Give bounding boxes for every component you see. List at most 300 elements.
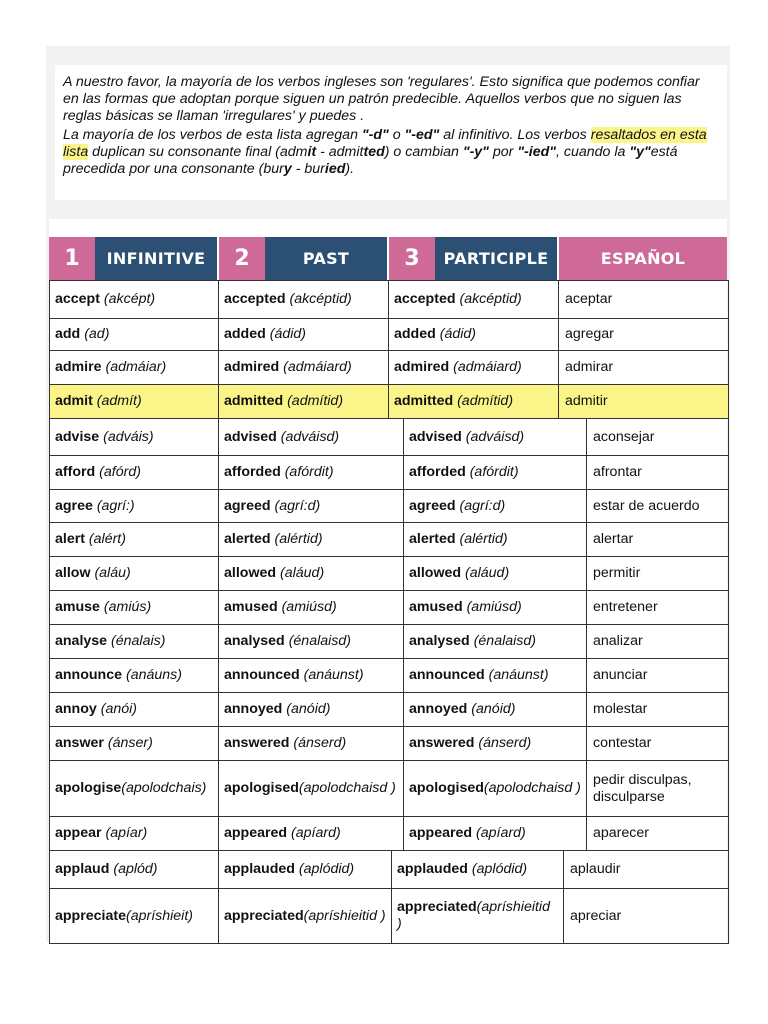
pronunciation: (aláud) [280, 565, 325, 581]
intro-text: ) o cambian [384, 144, 463, 160]
cell-participle [403, 490, 586, 522]
header-label-past: PAST [265, 237, 387, 280]
intro-text: - bur [291, 161, 325, 177]
verb-form: appreciate [55, 907, 126, 924]
pronunciation: (amiúsd) [466, 599, 522, 615]
pronunciation: (amiúsd) [281, 599, 337, 615]
cell-infinitive [50, 419, 218, 455]
verb-form: annoyed [409, 701, 468, 717]
verb-form: appeared [224, 825, 288, 841]
cell-infinitive-text [55, 701, 137, 718]
pronunciation: (adváisd) [465, 428, 525, 445]
pronunciation: (admítid) [287, 393, 344, 409]
cell-past [218, 456, 403, 489]
cell-infinitive [50, 557, 218, 590]
cell-espanol [586, 490, 728, 522]
cell-infinitive-text [55, 326, 109, 343]
pronunciation: (admáiard) [453, 359, 522, 375]
cell-infinitive-text [55, 565, 131, 582]
pronunciation: (akcépt) [103, 291, 156, 307]
pronunciation: (anáuns) [125, 667, 182, 683]
cell-espanol-text: pedir disculpas, disculparse [593, 771, 692, 805]
cell-participle [403, 761, 586, 816]
header-number-1: 1 [49, 237, 95, 280]
cell-past-text [224, 599, 337, 616]
table-row [49, 693, 729, 727]
cell-espanol [558, 318, 728, 350]
pronunciation: (anóid) [286, 701, 331, 717]
cell-participle-text [397, 861, 527, 878]
cell-past [218, 851, 391, 888]
cell-past-text [224, 667, 364, 684]
cell-past [218, 318, 388, 350]
cell-espanol-text: aparecer [593, 825, 649, 841]
verb-form: answered [409, 735, 475, 751]
verb-form: announce [55, 667, 123, 683]
cell-espanol [586, 419, 728, 455]
verb-form: announced [224, 667, 300, 683]
cell-participle [403, 693, 586, 726]
cell-past [218, 385, 388, 418]
table-row [49, 280, 729, 319]
header-infinitive [49, 237, 217, 280]
cell-infinitive [50, 727, 218, 760]
verb-form: advised [409, 428, 462, 445]
cell-infinitive [50, 817, 218, 850]
cell-infinitive [50, 591, 218, 624]
intro-text: al infinitivo. Los verbos [439, 127, 591, 143]
verb-form: applauded [224, 861, 295, 877]
intro-bold: ied [324, 161, 346, 177]
cell-participle [388, 318, 558, 350]
cell-past-text [224, 291, 352, 308]
verb-form: add [55, 325, 81, 342]
pronunciation: (admáiard) [283, 359, 352, 375]
cell-past [218, 490, 403, 522]
verb-form: annoy [55, 701, 97, 717]
pronunciation: (ádid) [269, 325, 307, 342]
verb-form: appear [55, 825, 102, 841]
intro-highlight: resaltados en esta lista [63, 127, 707, 160]
cell-espanol [586, 625, 728, 658]
cell-participle-text [397, 899, 558, 933]
verb-form: agree [55, 497, 93, 514]
verb-form: afford [55, 464, 96, 480]
cell-espanol [563, 851, 728, 888]
cell-espanol-text: estar de acuerdo [593, 497, 700, 514]
cell-infinitive-text [55, 393, 142, 410]
pronunciation: (apíard) [476, 825, 526, 841]
verb-form: analysed [409, 633, 470, 649]
cell-past [218, 351, 388, 384]
verb-form: agreed [409, 497, 456, 514]
cell-infinitive [50, 625, 218, 658]
pronunciation: (afórdit) [284, 464, 334, 480]
verb-form: accept [55, 291, 100, 307]
cell-participle-text [409, 599, 522, 616]
cell-infinitive [50, 659, 218, 692]
cell-espanol [586, 456, 728, 489]
cell-past [218, 727, 403, 760]
cell-espanol-text: agregar [565, 325, 614, 342]
cell-participle-text [409, 565, 509, 582]
pronunciation: (anói) [100, 701, 138, 717]
intro-bold: "-y" [462, 144, 489, 160]
cell-espanol-text: analizar [593, 633, 643, 649]
cell-past-text [224, 735, 346, 752]
cell-past-text [224, 498, 320, 515]
cell-participle-text [409, 701, 515, 718]
cell-infinitive [50, 761, 218, 816]
cell-infinitive [50, 889, 218, 943]
table-row [49, 523, 729, 557]
intro-bold: ted [363, 144, 385, 160]
cell-past [218, 523, 403, 556]
cell-participle [403, 523, 586, 556]
verb-form: admired [224, 359, 280, 375]
cell-participle-text [409, 667, 549, 684]
header-past [219, 237, 387, 280]
cell-past [218, 889, 391, 943]
header-espanol: ESPAÑOL [559, 237, 727, 280]
cell-infinitive [50, 851, 218, 888]
cell-espanol-text: apreciar [570, 907, 622, 924]
table-row [49, 591, 729, 625]
verb-form: apologised [224, 780, 299, 796]
table-row [49, 351, 729, 385]
table-row [49, 889, 729, 944]
intro-text: o [388, 127, 405, 143]
cell-infinitive-text [55, 291, 155, 308]
cell-espanol-text: aceptar [565, 291, 613, 307]
pronunciation: (apríshieit) [125, 907, 194, 924]
intro-text: duplican su consonante final (adm [88, 144, 308, 160]
cell-participle-text [409, 429, 524, 446]
pronunciation: (afórd) [99, 464, 141, 480]
cell-espanol [586, 591, 728, 624]
cell-infinitive-text [55, 780, 206, 797]
cell-past-text [224, 861, 354, 878]
cell-past [218, 591, 403, 624]
cell-past-text [224, 825, 341, 842]
cell-past-text [224, 633, 351, 650]
cell-past-text [224, 780, 396, 797]
cell-espanol-text: admirar [565, 359, 614, 375]
cell-infinitive [50, 523, 218, 556]
cell-infinitive-text [55, 429, 154, 446]
pronunciation: (adváis) [103, 428, 154, 445]
cell-past [218, 557, 403, 590]
table-row [49, 625, 729, 659]
verb-form: accepted [224, 291, 286, 307]
cell-past-text [224, 326, 306, 343]
verb-form: afforded [409, 464, 466, 480]
cell-infinitive [50, 456, 218, 489]
cell-espanol-text: aplaudir [570, 861, 621, 877]
table-row [49, 385, 729, 419]
table-row [49, 727, 729, 761]
header-number-2: 2 [219, 237, 265, 280]
pronunciation: (akcéptid) [289, 291, 352, 307]
table-row [49, 456, 729, 490]
cell-participle [388, 281, 558, 318]
cell-espanol-text: aconsejar [593, 428, 655, 445]
cell-espanol [586, 727, 728, 760]
table-row [49, 851, 729, 889]
verb-form: advise [55, 428, 100, 445]
pronunciation: (afórdit) [469, 464, 519, 480]
cell-espanol [558, 281, 728, 318]
cell-participle [391, 851, 563, 888]
cell-infinitive-text [55, 633, 165, 650]
pronunciation: (admítid) [457, 393, 514, 409]
cell-infinitive [50, 351, 218, 384]
cell-participle-text [409, 780, 581, 797]
cell-past [218, 693, 403, 726]
intro-text: - admit [316, 144, 364, 160]
header-participle [389, 237, 557, 280]
cell-infinitive [50, 490, 218, 522]
cell-infinitive [50, 385, 218, 418]
verb-form: alerted [224, 531, 271, 547]
cell-espanol [558, 351, 728, 384]
cell-espanol [586, 817, 728, 850]
cell-participle-text [409, 633, 536, 650]
verb-form: appeared [409, 825, 473, 841]
header-label-participle: PARTICIPLE [435, 237, 557, 280]
pronunciation: (énalaisd) [288, 633, 351, 649]
cell-espanol-text: admitir [565, 393, 608, 409]
pronunciation: (apríshieitid ) [397, 899, 550, 932]
pronunciation: (aplód) [113, 861, 158, 877]
verb-form: allow [55, 565, 91, 581]
verb-form: amused [224, 599, 278, 615]
cell-espanol-text: molestar [593, 701, 648, 717]
pronunciation: (alértid) [459, 531, 508, 547]
cell-espanol-text: permitir [593, 565, 641, 581]
pronunciation: (énalaisd) [473, 633, 536, 649]
cell-espanol [563, 889, 728, 943]
pronunciation: (apolodchaisd ) [298, 780, 396, 796]
verb-form: admitted [224, 393, 284, 409]
intro-bold: "-d" [361, 127, 389, 143]
table-row [49, 659, 729, 693]
pronunciation: (aplódid) [298, 861, 355, 877]
cell-participle [403, 557, 586, 590]
verb-form: annoyed [224, 701, 283, 717]
verb-form: apologised [409, 780, 484, 796]
cell-past [218, 761, 403, 816]
pronunciation: (agrí:) [96, 497, 135, 514]
intro-bold: "-ied" [517, 144, 556, 160]
cell-participle-text [409, 498, 505, 515]
cell-infinitive-text [55, 908, 193, 925]
cell-infinitive-text [55, 599, 151, 616]
intro-bold: y [283, 161, 292, 177]
verb-form: amused [409, 599, 463, 615]
verb-form: allowed [409, 565, 462, 581]
cell-infinitive-text [55, 498, 135, 515]
cell-espanol-text: anunciar [593, 667, 648, 683]
verb-form: alerted [409, 531, 456, 547]
verb-form: applauded [397, 861, 468, 877]
cell-infinitive-text [55, 531, 126, 548]
pronunciation: (amiús) [103, 599, 152, 615]
pronunciation: (agrí:d) [459, 497, 506, 514]
cell-past [218, 817, 403, 850]
table-row [49, 817, 729, 851]
intro-paragraph-2 [63, 127, 719, 178]
cell-espanol [586, 557, 728, 590]
cell-participle-text [394, 359, 522, 376]
cell-infinitive [50, 693, 218, 726]
cell-participle [403, 625, 586, 658]
cell-participle-text [409, 464, 519, 481]
table-row [49, 419, 729, 456]
cell-past [218, 419, 403, 455]
pronunciation: (alért) [88, 531, 126, 547]
cell-infinitive-text [55, 359, 166, 376]
cell-infinitive-text [55, 464, 141, 481]
pronunciation: (apíard) [291, 825, 341, 841]
pronunciation: (apolodchaisd ) [483, 780, 581, 796]
intro-box [55, 65, 727, 200]
cell-participle [403, 456, 586, 489]
cell-participle-text [394, 393, 513, 410]
cell-espanol-text: afrontar [593, 464, 642, 480]
cell-past-text [224, 429, 339, 446]
cell-participle-text [394, 326, 476, 343]
pronunciation: (apolodchais) [121, 780, 207, 796]
cell-past [218, 625, 403, 658]
cell-espanol [586, 523, 728, 556]
cell-espanol-text: contestar [593, 735, 652, 751]
cell-participle-text [409, 531, 508, 548]
pronunciation: (ánserd) [293, 735, 347, 751]
intro-text: La mayoría de los verbos de esta lista agregan [63, 127, 362, 143]
pronunciation: (apíar) [105, 825, 148, 841]
pronunciation: (ádid) [439, 325, 477, 342]
verb-form: alert [55, 531, 85, 547]
cell-participle [403, 817, 586, 850]
pronunciation: (adváisd) [280, 428, 340, 445]
cell-participle [403, 659, 586, 692]
cell-participle [388, 385, 558, 418]
cell-past-text [224, 393, 343, 410]
cell-participle [403, 727, 586, 760]
pronunciation: (akcéptid) [459, 291, 522, 307]
pronunciation: (énalais) [111, 633, 166, 649]
verb-form: appreciated [224, 907, 304, 924]
pronunciation: (anáunst) [488, 667, 549, 683]
cell-participle [388, 351, 558, 384]
verb-form: answered [224, 735, 290, 751]
verb-form: apologise [55, 780, 122, 796]
table-row [49, 557, 729, 591]
intro-bold: "y" [629, 144, 651, 160]
table-row [49, 490, 729, 523]
pronunciation: (aláu) [94, 565, 131, 581]
verb-form: applaud [55, 861, 110, 877]
pronunciation: (anóid) [471, 701, 516, 717]
cell-past [218, 281, 388, 318]
verb-form: allowed [224, 565, 277, 581]
verb-form: analyse [55, 633, 108, 649]
intro-text: por [488, 144, 518, 160]
cell-espanol [586, 761, 728, 816]
cell-espanol [586, 693, 728, 726]
cell-participle-text [409, 735, 531, 752]
intro-text: está precedida por una consonante (bur [63, 144, 678, 177]
pronunciation: (admít) [96, 393, 142, 409]
cell-infinitive-text [55, 861, 158, 878]
verb-form: agreed [224, 497, 271, 514]
pronunciation: (aláud) [465, 565, 510, 581]
cell-infinitive [50, 318, 218, 350]
verb-form: admired [394, 359, 450, 375]
pronunciation: (ánser) [107, 735, 153, 751]
cell-espanol-text: alertar [593, 531, 634, 547]
pronunciation: (anáunst) [303, 667, 364, 683]
verb-form: advised [224, 428, 277, 445]
intro-bold: "-ed" [404, 127, 440, 143]
cell-past-text [224, 359, 352, 376]
pronunciation: (alértid) [274, 531, 323, 547]
cell-espanol [558, 385, 728, 418]
cell-past-text [224, 464, 334, 481]
cell-participle [403, 591, 586, 624]
pronunciation: (ad) [84, 325, 110, 342]
cell-infinitive-text [55, 667, 182, 684]
verb-form: amuse [55, 599, 100, 615]
cell-past-text [224, 908, 386, 925]
verb-form: analysed [224, 633, 285, 649]
table-row [49, 761, 729, 817]
pronunciation: (aplódid) [471, 861, 528, 877]
intro-bold: it [307, 144, 317, 160]
intro-paragraph-1: A nuestro favor, la mayoría de los verbos ingleses son 'regulares'. Esto significa que podemos confiar en las formas que adoptan porque siguen un patrón predecible. Aquellos verbos que no siguen las reglas básicas se llaman 'irregulares' y puedes . [63, 74, 700, 124]
verb-form: added [394, 325, 436, 342]
intro-text: ). [345, 161, 355, 177]
verb-form: afforded [224, 464, 281, 480]
pronunciation: (agrí:d) [274, 497, 321, 514]
cell-past-text [224, 701, 330, 718]
verb-form: appreciated [397, 899, 477, 915]
verb-form: accepted [394, 291, 456, 307]
verb-form: added [224, 325, 266, 342]
cell-participle [403, 419, 586, 455]
verb-form: admit [55, 393, 93, 409]
table-row [49, 318, 729, 351]
header-number-3: 3 [389, 237, 435, 280]
pronunciation: (apríshieitid ) [303, 907, 386, 924]
cell-past-text [224, 531, 323, 548]
cell-espanol [586, 659, 728, 692]
cell-past [218, 659, 403, 692]
cell-participle-text [409, 825, 526, 842]
verb-form: announced [409, 667, 485, 683]
verb-form: admitted [394, 393, 454, 409]
cell-infinitive-text [55, 825, 147, 842]
cell-infinitive-text [55, 735, 153, 752]
cell-infinitive [50, 281, 218, 318]
pronunciation: (ánserd) [478, 735, 532, 751]
cell-participle-text [394, 291, 522, 308]
cell-participle [391, 889, 563, 943]
cell-past-text [224, 565, 324, 582]
pronunciation: (admáiar) [105, 359, 167, 375]
intro-text: , cuando la [556, 144, 630, 160]
